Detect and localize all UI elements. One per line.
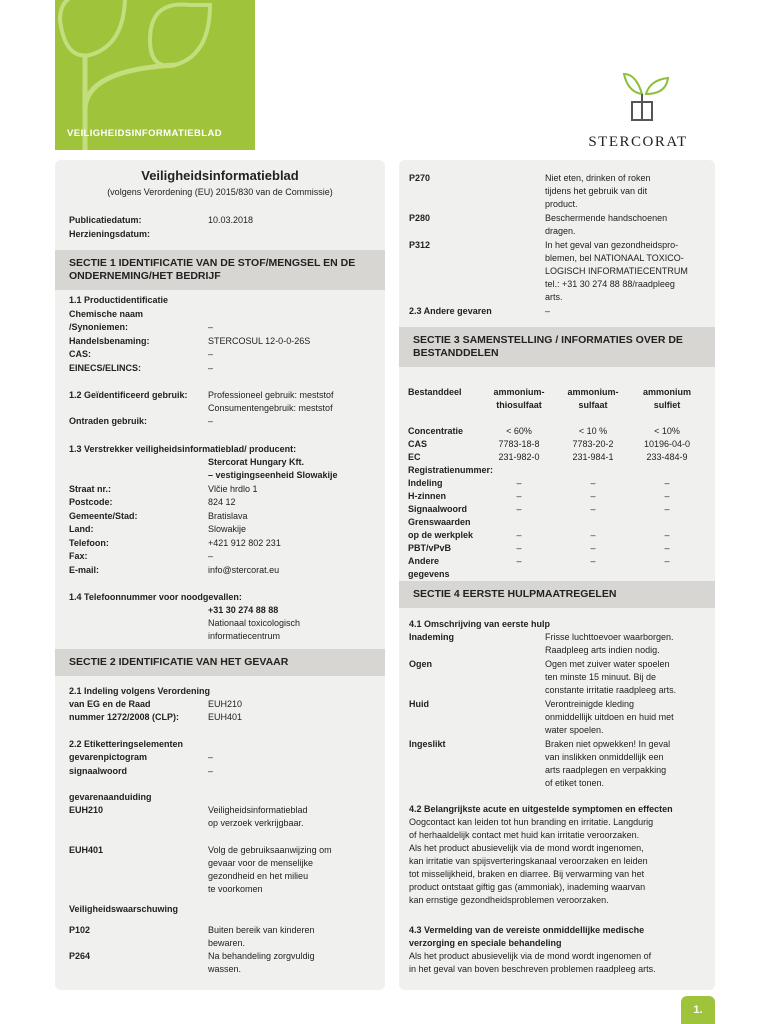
euh401-text-1: Volg de gebruiksaanwijzing om: [208, 845, 332, 855]
emergency-center-1: Nationaal toxicologisch: [208, 618, 301, 628]
row-label: PBT/vPvB: [408, 543, 452, 553]
row-label: Andere gegevens: [408, 556, 450, 579]
pub-date-value: 10.03.2018: [208, 215, 254, 225]
cell: < 10%: [654, 426, 680, 436]
heading-1-4: 1.4 Telefoonnummer voor noodgevallen:: [69, 592, 242, 602]
heading-1-1: 1.1 Productidentificatie: [69, 295, 169, 305]
euh210-code: EUH210: [69, 805, 104, 815]
use-value-1: Professioneel gebruik: meststof: [208, 390, 334, 400]
signal-word-label: signaalwoord: [69, 766, 128, 776]
col-header-1-line1: ammonium-: [493, 387, 545, 397]
heading-2-3: 2.3 Andere gevaren: [409, 306, 492, 316]
heading-4-1: 4.1 Omschrijving van eerste hulp: [409, 619, 551, 629]
ingestion-text-3: arts raadplegen en verpakking: [545, 765, 667, 775]
row-label: CAS: [408, 439, 428, 449]
emergency-number: +31 30 274 88 88: [208, 605, 279, 615]
synonyms-value: –: [208, 322, 214, 332]
p264-code: P264: [69, 951, 91, 961]
col-header-3-line1: ammonium: [642, 387, 691, 397]
ingestion-label: Ingeslikt: [409, 739, 446, 749]
ingestion-text-4: of etiket tonen.: [545, 778, 605, 788]
cell: 231-984-1: [572, 452, 614, 462]
left-column: [55, 160, 385, 990]
page-number: 1.: [681, 996, 715, 1024]
cell: –: [664, 543, 670, 553]
col-header-3: [630, 386, 704, 412]
euh401-code: EUH401: [69, 845, 104, 855]
fax-value: –: [208, 551, 214, 561]
cell: –: [590, 530, 596, 540]
heading-4-2: 4.2 Belangrijkste acute en uitgestelde symptomen en effecten: [409, 804, 673, 814]
discouraged-label: Ontraden gebruik:: [69, 416, 148, 426]
p312-text-1: In het geval van gezondheidspro-: [545, 240, 679, 250]
cell: 7783-18-8: [498, 439, 540, 449]
cell: 231-982-0: [498, 452, 540, 462]
p312-code: P312: [409, 240, 431, 250]
component-header: Bestanddeel: [408, 387, 462, 397]
p270-code: P270: [409, 173, 431, 183]
row-label: H-zinnen: [408, 491, 446, 501]
p270-text-3: product.: [545, 199, 578, 209]
cell: –: [516, 556, 522, 566]
cell: < 10 %: [578, 426, 608, 436]
skin-text-1: Verontreinigde kleding: [545, 699, 635, 709]
company-name: Stercorat Hungary Kft.: [208, 457, 305, 467]
p102-text-2: bewaren.: [208, 938, 246, 948]
col-header-3-line2: sulfiet: [653, 400, 681, 410]
other-hazards-value: –: [545, 306, 551, 316]
header-banner: [55, 0, 255, 150]
symptoms-line-1: Oogcontact kan leiden tot hun branding en irritatie. Langdurig: [409, 817, 654, 827]
table-row: [408, 438, 704, 451]
phone-value: +421 912 802 231: [208, 538, 281, 548]
table-row: [408, 490, 704, 503]
einecs-label: EINECS/ELINCS:: [69, 363, 142, 373]
col-header-1: [482, 386, 556, 412]
skin-label: Huid: [409, 699, 429, 709]
company-branch: – vestigingseenheid Slowakije: [208, 470, 338, 480]
street-label: Straat nr.:: [69, 484, 112, 494]
euh210-text-2: op verzoek verkrijgbaar.: [208, 818, 304, 828]
inhalation-text-2: Raadpleeg arts indien nodig.: [545, 645, 660, 655]
p312-text-5: arts.: [545, 292, 563, 302]
table-row: [408, 542, 704, 555]
heading-4-3-b: verzorging en speciale behandeling: [409, 938, 562, 948]
composition-header-row: [408, 386, 704, 412]
heading-4-3-a: 4.3 Vermelding van de vereiste onmiddellijke medische: [409, 925, 645, 935]
heading-1-3: 1.3 Verstrekker veiligheidsinformatieblad/ producent:: [69, 444, 297, 454]
table-row: [408, 464, 704, 477]
euh401-text-4: te voorkomen: [208, 884, 263, 894]
col-header-2: [556, 386, 630, 412]
euh401-text-2: gevaar voor de menselijke: [208, 858, 314, 868]
cell: 10196-04-0: [643, 439, 691, 449]
eyes-text-1: Ogen met zuiver water spoelen: [545, 659, 670, 669]
p102-code: P102: [69, 925, 91, 935]
city-label: Gemeente/Stad:: [69, 511, 138, 521]
street-value: Vlčie hrdlo 1: [208, 484, 258, 494]
symptoms-line-4: kan irritatie van spijsverteringskanaal veroorzaken en leiden: [409, 856, 648, 866]
p102-text-1: Buiten bereik van kinderen: [208, 925, 315, 935]
cell: –: [590, 478, 596, 488]
plant-logo-icon: [576, 72, 700, 132]
city-value: Bratislava: [208, 511, 248, 521]
rev-date-label: Herzieningsdatum:: [69, 229, 151, 239]
section-1-header: SECTIE 1 IDENTIFICATIE VAN DE STOF/MENGSEL EN DE ONDERNEMING/HET BEDRIJF: [55, 250, 385, 290]
logo-text: STERCORAT: [588, 134, 688, 150]
eyes-text-3: constante irritatie raadpleeg arts.: [545, 685, 677, 695]
cell: –: [516, 530, 522, 540]
stercorat-logo: [576, 72, 700, 152]
heading-2-1-c: nummer 1272/2008 (CLP):: [69, 712, 180, 722]
cell: 7783-20-2: [572, 439, 614, 449]
eyes-label: Ogen: [409, 659, 433, 669]
row-label: op de werkplek: [408, 530, 474, 540]
section-3-header: SECTIE 3 SAMENSTELLING / INFORMATIES OVER DE BESTANDDELEN: [399, 327, 715, 367]
phone-label: Telefoon:: [69, 538, 109, 548]
trade-name-label: Handelsbenaming:: [69, 336, 150, 346]
doc-subtitle: (volgens Verordening (EU) 2015/830 van de Commissie): [107, 187, 333, 197]
cas-label: CAS:: [69, 349, 91, 359]
fax-label: Fax:: [69, 551, 88, 561]
cas-value: –: [208, 349, 214, 359]
inhalation-label: Inademing: [409, 632, 455, 642]
cell: –: [516, 543, 522, 553]
eyes-text-2: ten minste 15 minuut. Bij de: [545, 672, 657, 682]
classification-2: EUH401: [208, 712, 243, 722]
table-row: [408, 477, 704, 490]
pub-date-label: Publicatiedatum:: [69, 215, 142, 225]
signal-word-value: –: [208, 766, 214, 776]
cell: –: [516, 491, 522, 501]
heading-2-1-a: 2.1 Indeling volgens Verordening: [69, 686, 211, 696]
section-4-header: SECTIE 4 EERSTE HULPMAATREGELEN: [399, 581, 715, 608]
right-column: [399, 160, 715, 990]
p280-code: P280: [409, 213, 431, 223]
country-label: Land:: [69, 524, 94, 534]
chem-name-label: Chemische naam: [69, 309, 144, 319]
cell: –: [590, 556, 596, 566]
cell: –: [664, 491, 670, 501]
row-label: Signaalwoord: [408, 504, 468, 514]
skin-text-3: water spoelen.: [545, 725, 604, 735]
row-label: Indeling: [408, 478, 443, 488]
heading-2-2: 2.2 Etiketteringselementen: [69, 739, 184, 749]
synonyms-label: /Synoniemen:: [69, 322, 129, 332]
hazard-label: gevarenaanduiding: [69, 792, 152, 802]
col-header-1-line2: thiosulfaat: [496, 400, 542, 410]
email-label: E-mail:: [69, 565, 100, 575]
cell: 233-484-9: [646, 452, 688, 462]
use-value-2: Consumentengebruik: meststof: [208, 403, 333, 413]
symptoms-line-2: of herhaaldelijk contact met huid kan irritatie veroorzaken.: [409, 830, 640, 840]
col-header-2-line1: ammonium-: [567, 387, 619, 397]
table-row: [408, 529, 704, 542]
pictogram-value: –: [208, 752, 214, 762]
emergency-center-2: informatiecentrum: [208, 631, 281, 641]
ingestion-text-2: van inslikken onmiddellijk een: [545, 752, 664, 762]
section-2-header: SECTIE 2 IDENTIFICATIE VAN HET GEVAAR: [55, 649, 385, 676]
p264-text-1: Na behandeling zorgvuldig: [208, 951, 315, 961]
table-row: [408, 503, 704, 516]
use-label: 1.2 Geïdentificeerd gebruik:: [69, 390, 188, 400]
classification-1: EUH210: [208, 699, 243, 709]
symptoms-line-7: kan ernstige gezondheidsproblemen veroorzaken.: [409, 895, 609, 905]
postcode-label: Postcode:: [69, 497, 113, 507]
p270-text-1: Niet eten, drinken of roken: [545, 173, 651, 183]
treatment-line-2: in het geval van boven beschreven problemen raadpleeg arts.: [409, 964, 656, 974]
p280-text-1: Beschermende handschoenen: [545, 213, 668, 223]
cell: –: [590, 543, 596, 553]
cell: –: [516, 478, 522, 488]
email-value: info@stercorat.eu: [208, 565, 280, 575]
table-row: [408, 425, 704, 438]
p312-text-4: tel.: +31 30 274 88 88/raadpleeg: [545, 279, 675, 289]
ingestion-text-1: Braken niet opwekken! In geval: [545, 739, 671, 749]
doc-title: Veiligheidsinformatieblad: [141, 168, 299, 183]
country-value: Slowakije: [208, 524, 247, 534]
row-label: Concentratie: [408, 426, 464, 436]
table-row: [408, 516, 704, 529]
cell: –: [590, 491, 596, 501]
cell: –: [664, 478, 670, 488]
skin-text-2: onmiddellijk uitdoen en huid met: [545, 712, 674, 722]
row-label: EC: [408, 452, 421, 462]
symptoms-line-6: product ontstaat giftig gas (ammoniak), inademing waarvan: [409, 882, 646, 892]
discouraged-value: –: [208, 416, 214, 426]
p312-text-3: LOGISCH INFORMATIECENTRUM: [545, 266, 688, 276]
symptoms-line-3: Als het product abusievelijk via de mond wordt ingenomen,: [409, 843, 644, 853]
inhalation-text-1: Frisse luchttoevoer waarborgen.: [545, 632, 674, 642]
p280-text-2: dragen.: [545, 226, 576, 236]
table-row: [408, 451, 704, 464]
postcode-value: 824 12: [208, 497, 236, 507]
cell: < 60%: [506, 426, 532, 436]
pictogram-label: gevarenpictogram: [69, 752, 148, 762]
euh401-text-3: gezondheid en het milieu: [208, 871, 309, 881]
heading-2-1-b: van EG en de Raad: [69, 699, 151, 709]
composition-table: [408, 386, 704, 581]
precaution-label: Veiligheidswaarschuwing: [69, 904, 179, 914]
p264-text-2: wassen.: [208, 964, 242, 974]
banner-title: VEILIGHEIDSINFORMATIEBLAD: [67, 128, 222, 139]
symptoms-line-5: tot misselijkheid, braken en diarree. Bij verwarming van het: [409, 869, 645, 879]
treatment-line-1: Als het product abusievelijk via de mond wordt ingenomen of: [409, 951, 652, 961]
table-row: [408, 555, 704, 581]
cell: –: [664, 556, 670, 566]
cell: –: [516, 504, 522, 514]
trade-name-value: STERCOSUL 12-0-0-26S: [208, 336, 311, 346]
row-label: Registratienummer:: [408, 465, 494, 475]
einecs-value: –: [208, 363, 214, 373]
euh210-text-1: Veiligheidsinformatieblad: [208, 805, 308, 815]
cell: –: [664, 504, 670, 514]
p312-text-2: blemen, bel NATIONAAL TOXICO-: [545, 253, 684, 263]
cell: –: [664, 530, 670, 540]
row-label: Grenswaarden: [408, 517, 471, 527]
col-header-2-line2: sulfaat: [578, 400, 608, 410]
cell: –: [590, 504, 596, 514]
p270-text-2: tijdens het gebruik van dit: [545, 186, 648, 196]
